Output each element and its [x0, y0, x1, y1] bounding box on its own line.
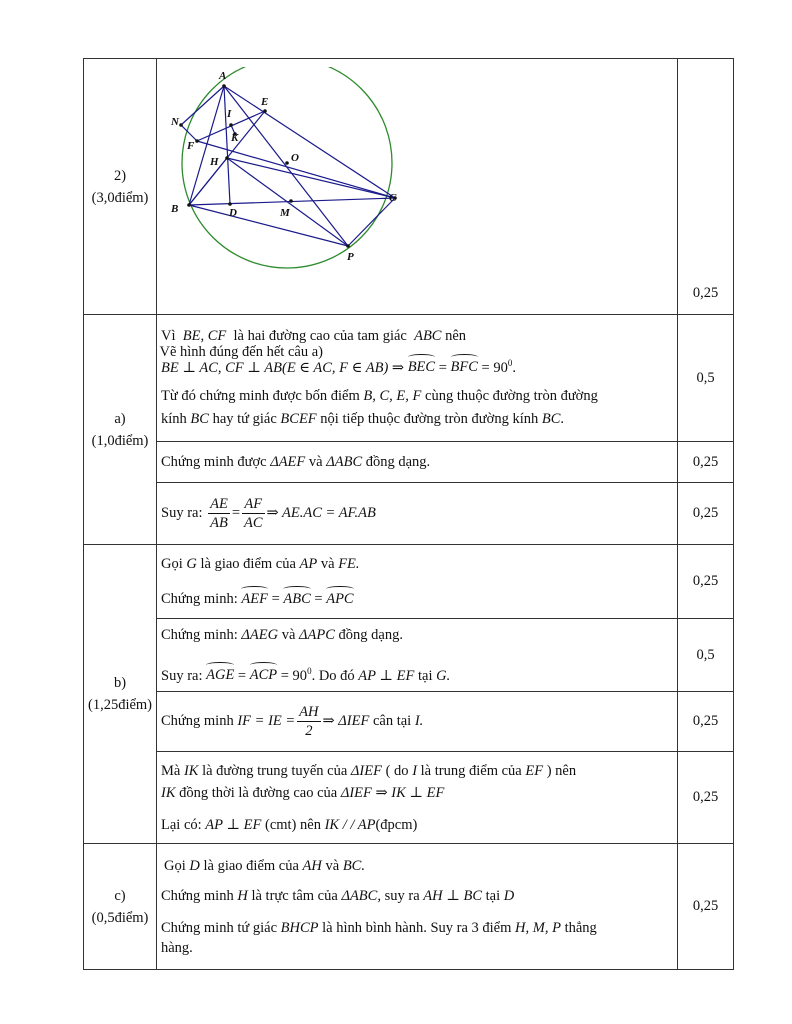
partC-content	[157, 844, 678, 970]
label-H: H	[210, 156, 219, 168]
partB-row3-content: Chứng minh IF = IE = $\frac{AH}{2}$ ⇒ ΔIEF cân tại I.	[157, 692, 678, 752]
partB-points: (1,25điểm)	[87, 697, 153, 713]
part2-label: 2)	[113, 167, 127, 184]
partA-r1-line3: Từ đó chứng minh được bốn điểm B, C, E, F cùng thuộc đường tròn đường	[161, 388, 598, 405]
label-N: N	[171, 116, 179, 128]
partC-line1: Gọi D là giao điểm của AH và BC.	[164, 857, 365, 874]
partC-score: 0,25	[678, 844, 734, 970]
part2-label-cell	[84, 59, 157, 315]
partB-label: b)	[113, 675, 127, 691]
partA-row2-score: 0,25	[678, 442, 734, 483]
partA-label: a)	[114, 410, 126, 427]
partC-line4: hàng.	[161, 939, 193, 956]
partB-row2-score: 0,5	[678, 619, 734, 692]
partB-r4-line1: Mà IK là đường trung tuyến của ΔIEF ( do I là trung điểm của EF ) nên	[161, 762, 577, 779]
partA-row1-content	[157, 315, 678, 442]
label-K: K	[231, 132, 239, 144]
partB-row1-content	[157, 545, 678, 619]
partA-row2-content: Chứng minh được ΔAEF và ΔABC đồng dạng.	[157, 442, 678, 483]
partA-row3-score: 0,25	[678, 483, 734, 545]
partB-label-cell	[84, 545, 157, 844]
partB-r2-line1: Chứng minh: ΔAEG và ΔAPC đồng dạng.	[161, 626, 403, 643]
partA-label-cell	[84, 315, 157, 545]
row-part2	[84, 59, 734, 315]
row-a3	[84, 483, 734, 545]
partB-r4-line3: Lại có: AP ⊥ EF (cmt) nên IK / / AP(đpcm)	[161, 816, 418, 833]
label-A: A	[219, 70, 227, 82]
partB-row1-score: 0,25	[678, 545, 734, 619]
label-M: M	[280, 207, 290, 219]
partB-r2-line2: Suy ra: AGE = ACP = $90^0$. Do đó AP ⊥ EF tại G.	[161, 665, 451, 684]
partB-row4-score: 0,25	[678, 752, 734, 844]
partB-row2-content	[157, 619, 678, 692]
part2-score: 0,25	[678, 59, 734, 315]
partC-label-cell	[84, 844, 157, 970]
label-C: C	[389, 192, 397, 204]
geometry-diagram	[167, 67, 407, 277]
partB-row4-content	[157, 752, 678, 844]
part2-caption: Vẽ hình đúng đến hết câu a)	[159, 343, 323, 360]
partB-r1-line2: Chứng minh: AEF = ABC = APC	[161, 591, 354, 607]
label-B: B	[171, 203, 179, 215]
partB-row3-score: 0,25	[678, 692, 734, 752]
partC-line3: Chứng minh tứ giác BHCP là hình bình hành. Suy ra 3 điểm H, M, P thẳng	[161, 919, 597, 936]
partC-line2: Chứng minh H là trực tâm của ΔABC, suy ra AH ⊥ BC tại D	[161, 887, 515, 904]
fraction-af-ac: $\frac{AF}{AC}$	[244, 496, 263, 531]
fraction-ae-ab: $\frac{AE}{AB}$	[210, 496, 228, 531]
partB-r1-line1: Gọi G là giao điểm của AP và FE.	[161, 556, 360, 572]
row-b4	[84, 752, 734, 844]
partA-row3-content: Suy ra: $\frac{AE}{AB}$ = $\frac{AF}{AC}$ ⇒ AE.AC = AF.AB	[157, 483, 678, 545]
label-I: I	[227, 108, 232, 120]
geometry-figure	[161, 59, 673, 307]
solution-table	[83, 58, 734, 970]
fraction-ah-2: $\frac{AH}{2}$	[299, 704, 319, 739]
partA-r1-line1: Vì BE, CF là hai đường cao của tam giác ABC nên	[161, 327, 467, 344]
row-c	[84, 844, 734, 970]
label-P: P	[347, 251, 354, 263]
row-a1	[84, 315, 734, 442]
label-E: E	[261, 96, 269, 108]
part2-points: (3,0điểm)	[91, 189, 149, 206]
partA-r1-line4: kính BC hay tứ giác BCEF nội tiếp thuộc đường tròn đường kính BC.	[161, 411, 565, 428]
partB-r4-line2: IK đồng thời là đường cao của ΔIEF ⇒ IK ⊥ EF	[161, 784, 445, 801]
label-F: F	[187, 140, 195, 152]
row-a2	[84, 442, 734, 483]
partC-label: c)	[114, 887, 126, 904]
label-D: D	[229, 207, 237, 219]
partA-row1-score: 0,5	[678, 315, 734, 442]
row-b1	[84, 545, 734, 619]
row-b2	[84, 619, 734, 692]
label-O: O	[291, 152, 299, 164]
partA-points: (1,0điểm)	[91, 432, 149, 449]
partA-r1-line2: BE ⊥ AC, CF ⊥ AB(E ∈ AC, F ∈ AB) ⇒ BEC = BFC = $90^0$.	[161, 357, 516, 376]
row-b3	[84, 692, 734, 752]
partC-points: (0,5điểm)	[91, 909, 149, 926]
